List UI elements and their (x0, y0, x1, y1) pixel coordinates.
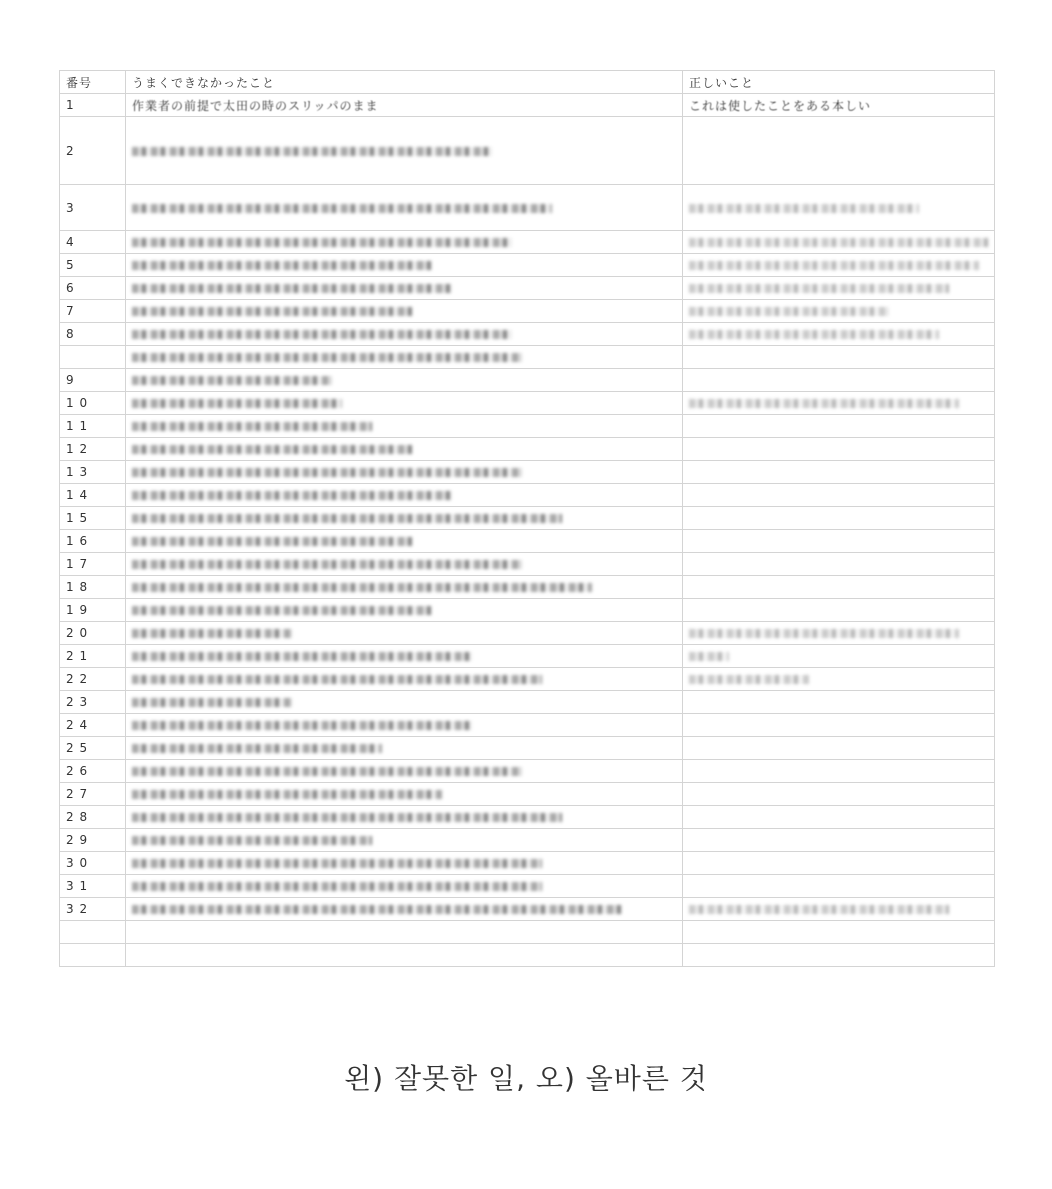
row-number: 2 1 (60, 645, 126, 668)
table-row (60, 94, 995, 117)
redacted-text (689, 238, 989, 247)
row-wrong-cell (126, 714, 683, 737)
row-right-cell (683, 576, 995, 599)
row-wrong-cell (126, 691, 683, 714)
row-wrong-cell (126, 576, 683, 599)
error-table (59, 70, 995, 967)
row-wrong-cell (126, 254, 683, 277)
row-number: 3 2 (60, 898, 126, 921)
redacted-text (132, 836, 372, 845)
row-number: 1 (60, 94, 126, 117)
redacted-text (132, 675, 542, 684)
row-number: 1 7 (60, 553, 126, 576)
row-right-cell (683, 415, 995, 438)
redacted-text (689, 399, 959, 408)
row-right-cell (683, 392, 995, 415)
redacted-text (132, 238, 512, 247)
row-wrong-cell (126, 369, 683, 392)
table-row (60, 622, 995, 645)
table-row (60, 484, 995, 507)
table-row (60, 599, 995, 622)
redacted-text (132, 606, 432, 615)
header-number: 番号 (60, 71, 126, 94)
row-right-cell (683, 553, 995, 576)
row-number: 6 (60, 277, 126, 300)
wrong-text: 作業者の前提で太田の時のスリッパのまま (132, 98, 379, 113)
row-number: 1 4 (60, 484, 126, 507)
empty-row (60, 921, 995, 944)
row-right-cell (683, 185, 995, 231)
row-number: 1 5 (60, 507, 126, 530)
row-wrong-cell (126, 484, 683, 507)
row-wrong-cell (126, 461, 683, 484)
redacted-text (132, 629, 292, 638)
empty-cell (60, 921, 126, 944)
row-right-cell (683, 622, 995, 645)
redacted-text (132, 767, 522, 776)
row-wrong-cell (126, 599, 683, 622)
row-right-cell (683, 806, 995, 829)
table-row (60, 300, 995, 323)
row-number: 8 (60, 323, 126, 346)
row-right-cell (683, 507, 995, 530)
row-wrong-cell (126, 760, 683, 783)
table-row (60, 507, 995, 530)
row-wrong-cell (126, 117, 683, 185)
redacted-text (689, 261, 979, 270)
redacted-text (132, 261, 432, 270)
table-row (60, 898, 995, 921)
row-right-cell (683, 117, 995, 185)
table-row (60, 783, 995, 806)
redacted-text (132, 882, 542, 891)
row-right-cell (683, 484, 995, 507)
row-right-cell (683, 277, 995, 300)
row-right-cell (683, 783, 995, 806)
row-right-cell (683, 461, 995, 484)
table-row (60, 438, 995, 461)
table-row (60, 254, 995, 277)
row-number: 2 5 (60, 737, 126, 760)
table-row (60, 875, 995, 898)
redacted-text (132, 514, 562, 523)
table-row (60, 760, 995, 783)
row-right-cell (683, 875, 995, 898)
row-right-cell (683, 369, 995, 392)
row-wrong-cell (126, 346, 683, 369)
row-number: 1 1 (60, 415, 126, 438)
empty-cell (126, 944, 683, 967)
row-number: 3 1 (60, 875, 126, 898)
redacted-text (132, 790, 442, 799)
redacted-text (132, 560, 522, 569)
redacted-text (132, 445, 412, 454)
row-wrong-cell (126, 438, 683, 461)
row-right-cell (683, 645, 995, 668)
empty-cell (683, 921, 995, 944)
table-row (60, 829, 995, 852)
table-row (60, 117, 995, 185)
row-number: 3 (60, 185, 126, 231)
row-number: 2 2 (60, 668, 126, 691)
table-row (60, 553, 995, 576)
row-wrong-cell (126, 668, 683, 691)
row-number: 1 3 (60, 461, 126, 484)
redacted-text (132, 491, 452, 500)
empty-row (60, 944, 995, 967)
row-number: 2 (60, 117, 126, 185)
row-wrong-cell (126, 415, 683, 438)
row-right-cell (683, 300, 995, 323)
row-wrong-cell (126, 185, 683, 231)
table-row (60, 576, 995, 599)
row-right-cell (683, 691, 995, 714)
row-number: 1 0 (60, 392, 126, 415)
row-right-cell (683, 346, 995, 369)
row-right-cell (683, 94, 995, 117)
row-wrong-cell (126, 898, 683, 921)
row-wrong-cell (126, 553, 683, 576)
table-row (60, 185, 995, 231)
row-wrong-cell (126, 300, 683, 323)
row-wrong-cell (126, 875, 683, 898)
row-wrong-cell (126, 806, 683, 829)
redacted-text (132, 353, 522, 362)
table-row (60, 461, 995, 484)
table-row (60, 231, 995, 254)
row-wrong-cell (126, 231, 683, 254)
row-number: 2 7 (60, 783, 126, 806)
row-wrong-cell (126, 829, 683, 852)
row-number: 1 9 (60, 599, 126, 622)
redacted-text (132, 859, 542, 868)
redacted-text (689, 629, 959, 638)
redacted-text (132, 307, 412, 316)
redacted-text (132, 422, 372, 431)
redacted-text (132, 721, 472, 730)
redacted-text (132, 399, 342, 408)
redacted-text (132, 905, 622, 914)
row-wrong-cell (126, 392, 683, 415)
table-row (60, 737, 995, 760)
row-right-cell (683, 852, 995, 875)
redacted-text (689, 330, 939, 339)
redacted-text (689, 905, 949, 914)
row-right-cell (683, 438, 995, 461)
table-row (60, 346, 995, 369)
row-wrong-cell (126, 852, 683, 875)
row-number: 2 8 (60, 806, 126, 829)
row-number (60, 346, 126, 369)
row-right-cell (683, 737, 995, 760)
redacted-text (689, 284, 949, 293)
row-wrong-cell (126, 94, 683, 117)
row-right-cell (683, 530, 995, 553)
table-row (60, 530, 995, 553)
row-wrong-cell (126, 277, 683, 300)
row-wrong-cell (126, 530, 683, 553)
row-right-cell (683, 714, 995, 737)
empty-cell (60, 944, 126, 967)
caption: 왼) 잘못한 일, 오) 올바른 것 (344, 1062, 708, 1095)
table-row (60, 392, 995, 415)
table-row (60, 369, 995, 392)
empty-cell (683, 944, 995, 967)
redacted-text (132, 147, 492, 156)
redacted-text (132, 698, 292, 707)
redacted-text (689, 204, 919, 213)
redacted-text (132, 204, 552, 213)
row-number: 1 8 (60, 576, 126, 599)
table-row (60, 668, 995, 691)
row-right-cell (683, 898, 995, 921)
redacted-text (132, 284, 452, 293)
redacted-text (132, 330, 512, 339)
empty-cell (126, 921, 683, 944)
row-number: 3 0 (60, 852, 126, 875)
row-wrong-cell (126, 737, 683, 760)
header-right: 正しいこと (683, 71, 995, 94)
row-right-cell (683, 231, 995, 254)
table-row (60, 645, 995, 668)
row-right-cell (683, 323, 995, 346)
table-row (60, 806, 995, 829)
row-right-cell (683, 254, 995, 277)
row-number: 2 4 (60, 714, 126, 737)
row-wrong-cell (126, 507, 683, 530)
table-row (60, 714, 995, 737)
right-text: これは使したことをある本しい (689, 98, 872, 113)
row-number: 9 (60, 369, 126, 392)
row-wrong-cell (126, 622, 683, 645)
redacted-text (132, 652, 472, 661)
row-right-cell (683, 599, 995, 622)
table-row (60, 415, 995, 438)
redacted-text (689, 652, 729, 661)
header-wrong: うまくできなかったこと (126, 71, 683, 94)
redacted-text (132, 468, 522, 477)
row-number: 5 (60, 254, 126, 277)
row-number: 2 0 (60, 622, 126, 645)
table-row (60, 852, 995, 875)
redacted-text (132, 537, 412, 546)
redacted-text (689, 307, 889, 316)
table-row (60, 277, 995, 300)
redacted-text (132, 744, 382, 753)
table-row (60, 323, 995, 346)
row-right-cell (683, 760, 995, 783)
row-wrong-cell (126, 323, 683, 346)
row-number: 4 (60, 231, 126, 254)
row-number: 1 6 (60, 530, 126, 553)
row-right-cell (683, 668, 995, 691)
row-number: 1 2 (60, 438, 126, 461)
row-number: 7 (60, 300, 126, 323)
redacted-text (689, 675, 809, 684)
redacted-text (132, 583, 592, 592)
redacted-text (132, 813, 562, 822)
row-number: 2 6 (60, 760, 126, 783)
row-right-cell (683, 829, 995, 852)
row-wrong-cell (126, 645, 683, 668)
row-number: 2 3 (60, 691, 126, 714)
row-number: 2 9 (60, 829, 126, 852)
table-header-row (60, 71, 995, 94)
redacted-text (132, 376, 332, 385)
table-row (60, 691, 995, 714)
row-wrong-cell (126, 783, 683, 806)
